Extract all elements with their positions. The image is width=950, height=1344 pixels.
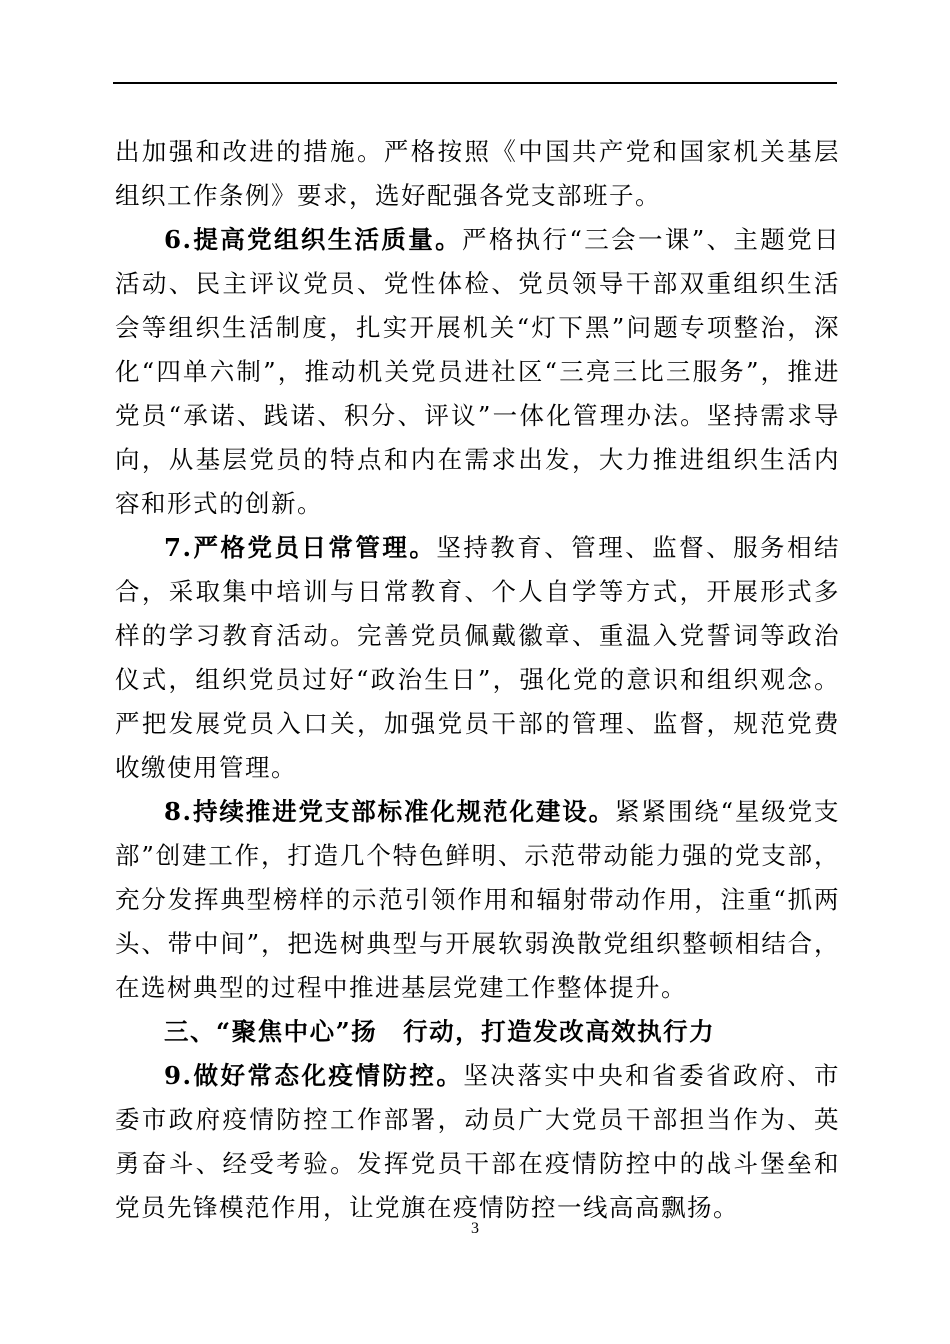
paragraph-item-8 — [115, 790, 840, 1010]
header-rule — [113, 82, 837, 84]
paragraph-continuation — [115, 130, 840, 218]
paragraph-text: 出加强和改进的措施。严格按照《中国共产党和国家机关基层组织工作条例》要求，选好配强各党支部班子。 — [115, 137, 840, 210]
paragraph-text: 坚决落实中央和省委省政府、市委市政府疫情防控工作部署，动员广大党员干部担当作为、英勇奋斗、经受考验。发挥党员干部在疫情防控中的战斗堡垒和党员先锋模范作用，让党旗在疫情防控一线高高飘扬。 — [115, 1061, 840, 1222]
paragraph-text: 坚持教育、管理、监督、服务相结合，采取集中培训与日常教育、个人自学等方式，开展形式多样的学习教育活动。完善党员佩戴徽章、重温入党誓词等政治仪式，组织党员过好“政治生日”，强化党的意识和组织观念。严把发展党员入口关，加强党员干部的管理、监督，规范党费收缴使用管理。 — [115, 533, 841, 782]
paragraph-lead: 6.提高党组织生活质量。 — [164, 225, 462, 254]
paragraph-item-9 — [115, 1054, 840, 1230]
paragraph-item-6 — [115, 218, 840, 526]
paragraph-lead: 9.做好常态化疫情防控。 — [164, 1061, 464, 1090]
paragraph-lead: 8.持续推进党支部标准化规范化建设。 — [164, 797, 615, 826]
page-number: 3 — [471, 1220, 479, 1237]
paragraph-text: 严格执行“三会一课”、主题党日活动、民主评议党员、党性体检、党员领导干部双重组织生活会等组织生活制度，扎实开展机关“灯下黑”问题专项整治，深化“四单六制”，推动机关党员进社区“三亮三比三服务”，推进党员“承诺、践诺、积分、评议”一体化管理办法。坚持需求导向，从基层党员的特点和内在需求出发，大力推进组织生活内容和形式的创新。 — [115, 225, 840, 518]
paragraph-item-7 — [115, 526, 840, 790]
paragraph-text: 紧紧围绕“星级党支部”创建工作，打造几个特色鲜明、示范带动能力强的党支部，充分发挥典型榜样的示范引领作用和辐射带动作用，注重“抓两头、带中间”，把选树典型与开展软弱涣散党组织整顿相结合，在选树典型的过程中推进基层党建工作整体提升。 — [115, 797, 840, 1002]
paragraph-lead: 7.严格党员日常管理。 — [164, 533, 437, 562]
section-heading: 三、“聚焦中心”扬 行动，打造发改高效执行力 — [164, 1017, 716, 1046]
document-body — [115, 130, 840, 1230]
